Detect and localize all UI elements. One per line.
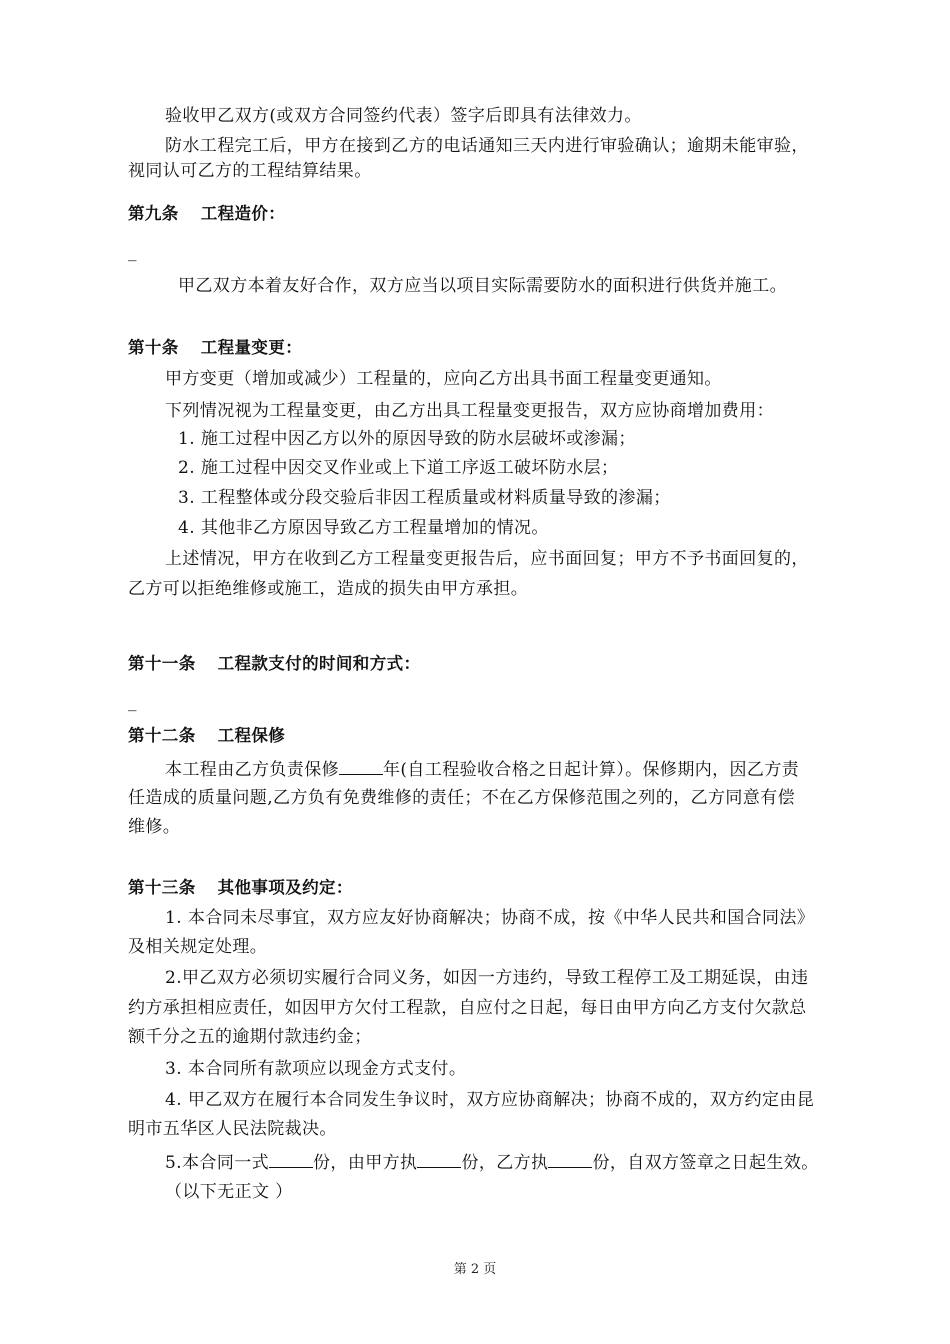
section-number: 第十条 [128, 338, 179, 357]
section-number: 第九条 [128, 204, 179, 223]
paragraph-line: 额千分之五的逾期付款违约金； [128, 1027, 372, 1047]
text-fragment: 5.本合同一式 [165, 1153, 270, 1173]
paragraph-line: 2.甲乙双方必须切实履行合同义务，如因一方违约，导致工程停工及工期延误，由违 [165, 968, 809, 988]
paragraph-line: 视同认可乙方的工程结算结果。 [128, 161, 372, 181]
section-heading-11 [128, 652, 863, 676]
paragraph-line: 任造成的质量问题,乙方负有免费维修的责任；不在乙方保修范围之列的，乙方同意有偿 [128, 788, 796, 808]
section-heading-12 [128, 724, 863, 748]
paragraph-line: 甲方变更（增加或减少）工程量的，应向乙方出具书面工程量变更通知。 [165, 369, 722, 389]
section-heading-10 [128, 336, 863, 360]
paragraph-line: 3. 本合同所有款项应以现金方式支付。 [165, 1059, 467, 1079]
blank-underline [548, 1149, 592, 1168]
paragraph-line: 4. 甲乙双方在履行本合同发生争议时，双方应协商解决；协商不成的，双方约定由昆 [165, 1090, 815, 1110]
section-heading-9 [128, 202, 863, 226]
paragraph-line: 甲乙双方本着友好合作，双方应当以项目实际需要防水的面积进行供货并施工。 [178, 276, 787, 296]
text-fragment: 本工程由乙方负责保修 [165, 760, 339, 780]
blank-marker: _ [128, 242, 137, 262]
paragraph-line: 约方承担相应责任，如因甲方欠付工程款，自应付之日起，每日由甲方向乙方支付欠款总 [128, 998, 807, 1018]
text-fragment: 年(自工程验收合格之日起计算）。保修期内，因乙方责 [383, 760, 800, 780]
page-number: 第 2 页 [453, 1262, 497, 1277]
section-title: 工程款支付的时间和方式： [217, 654, 421, 673]
paragraph-line: 验收甲乙双方(或双方合同签约代表）签字后即具有法律效力。 [165, 106, 642, 126]
list-item: 3. 工程整体或分段交验后非因工程质量或材料质量导致的渗漏； [178, 488, 671, 508]
blank-underline [269, 1149, 313, 1168]
section-number: 第十二条 [128, 726, 196, 745]
paragraph-line: 上述情况，甲方在收到乙方工程量变更报告后，应书面回复；甲方不予书面回复的， [165, 549, 809, 569]
section-number: 第十一条 [128, 654, 196, 673]
paragraph-line: 1. 本合同未尽事宜，双方应友好协商解决；协商不成，按《中华人民共和国合同法》 [165, 908, 815, 928]
paragraph-line [165, 756, 900, 782]
paragraph-line [165, 1149, 900, 1175]
paragraph-line: 乙方可以拒绝维修或施工，造成的损失由甲方承担。 [128, 579, 529, 599]
paragraph-line: 下列情况视为工程量变更，由乙方出具工程量变更报告，双方应协商增加费用： [165, 401, 774, 421]
list-item: 4. 其他非乙方原因导致乙方工程量增加的情况。 [178, 518, 549, 538]
blank-underline [339, 756, 383, 775]
paragraph-line: （以下无正文 ） [165, 1182, 293, 1202]
paragraph-line: 及相关规定处理。 [128, 937, 268, 957]
text-fragment: 份，由甲方执 [313, 1153, 418, 1173]
section-heading-13 [128, 876, 863, 900]
list-item: 2. 施工过程中因交叉作业或上下道工序返工破坏防水层； [178, 458, 619, 478]
section-title: 工程量变更： [200, 338, 303, 357]
paragraph-line: 维修。 [128, 817, 181, 837]
blank-underline [417, 1149, 461, 1168]
paragraph-line: 明市五华区人民法院裁决。 [128, 1119, 337, 1139]
section-title: 工程保修 [217, 726, 286, 745]
blank-marker: _ [128, 692, 137, 712]
section-title: 其他事项及约定： [217, 878, 353, 897]
section-title: 工程造价： [200, 204, 286, 223]
list-item: 1. 施工过程中因乙方以外的原因导致的防水层破坏或渗漏； [178, 429, 636, 449]
text-fragment: 份，乙方执 [461, 1153, 549, 1173]
section-number: 第十三条 [128, 878, 196, 897]
text-fragment: 份，自双方签章之日起生效。 [592, 1153, 819, 1173]
paragraph-line: 防水工程完工后，甲方在接到乙方的电话通知三天内进行审验确认；逾期未能审验， [165, 136, 809, 156]
